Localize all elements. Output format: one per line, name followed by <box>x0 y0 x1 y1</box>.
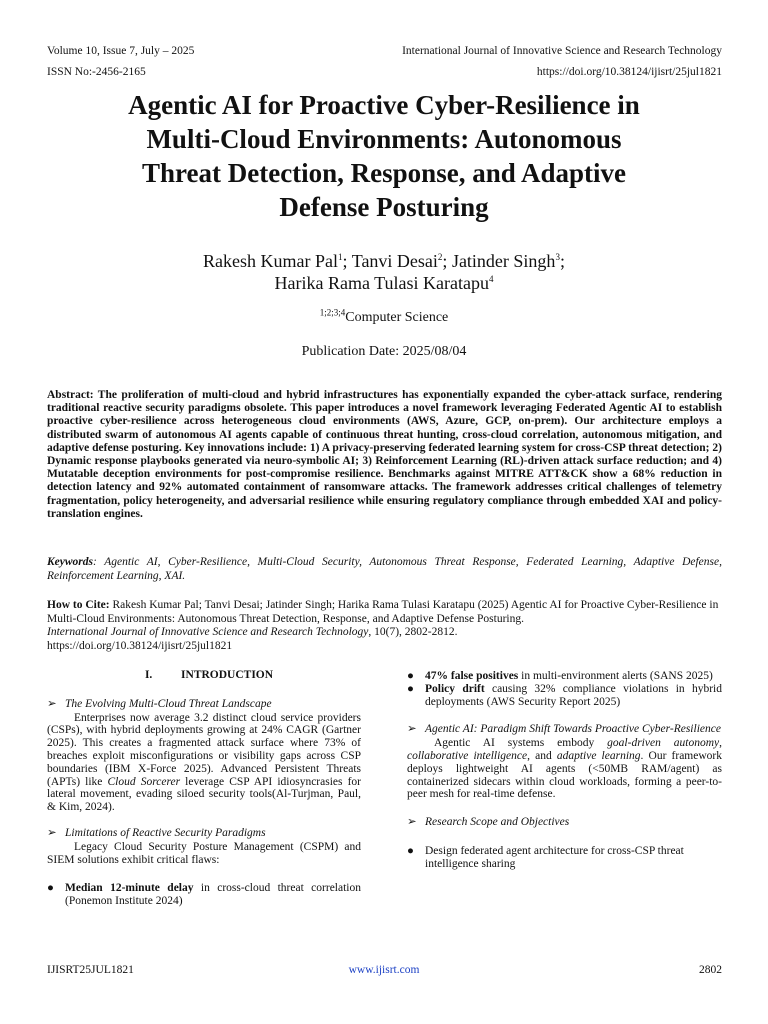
arrow-bullet-icon: ➢ <box>47 697 57 710</box>
list-item <box>47 882 361 908</box>
list-item-bold: 47% false positives <box>425 670 519 682</box>
author-name: Tanvi Desai <box>351 251 438 271</box>
paragraph-text: Enterprises now average 3.2 distinct cloud service providers (CSPs), with hybrid deployments growing at 24% CAGR (Gartner 2025). This creates a fragmented attack surface where 73% of breaches exploit misconfigurations or visibility gaps across CSP boundaries (IBM X-Force 2025). Advanced Persistent Threats (APTs) like <box>47 711 361 788</box>
bullet-icon: ● <box>407 670 414 682</box>
list-item-bold: Median 12-minute delay <box>65 882 194 895</box>
bullet-icon: ● <box>407 682 414 695</box>
subsection-title: The Evolving Multi-Cloud Threat Landscape <box>65 697 272 710</box>
paragraph-text: , and <box>527 749 557 762</box>
keywords-label: Keywords <box>47 556 93 568</box>
right-column <box>407 670 722 871</box>
subsection-title: Agentic AI: Paradigm Shift Towards Proactive Cyber-Resilience <box>425 723 721 736</box>
paragraph-text: leverage CSP API idiosyncrasies for lateral movement, evading siloed security tools(Al-Turjman, Paul, & Kim, 2024). <box>47 775 361 814</box>
affiliation-text: Computer Science <box>345 310 449 325</box>
section-title: INTRODUCTION <box>181 669 274 681</box>
bullet-icon: ● <box>47 882 54 895</box>
title-line: Agentic AI for Proactive Cyber-Resilience in <box>128 90 640 120</box>
list-item-text: causing 32% compliance violations in hybrid deployments (AWS Security Report 2025) <box>425 682 722 708</box>
paragraph-emphasis: adaptive learning <box>556 749 641 762</box>
cite-label: How to Cite: <box>47 599 110 611</box>
keywords <box>47 556 722 583</box>
keywords-text: : Agentic AI, Cyber-Resilience, Multi-Cloud Security, Autonomous Threat Response, Federated Learning, Adaptive Defense, Reinforcement Learning, XAI. <box>47 556 722 582</box>
paragraph <box>407 737 722 801</box>
author-separator: ; <box>442 251 452 271</box>
abstract-text: The proliferation of multi-cloud and hybrid infrastructures has exponentially expanded the cyber-attack surface, rendering traditional reactive security paradigms obsolete. This paper introduces a novel framework leveraging Federated Agentic AI to establish proactive cyber-resilience across heterogeneous cloud environments (AWS, Azure, GCP, on-prem). Our architecture employs a distributed swarm of autonomous AI agents capable of continuous threat hunting, cross-cloud correlation, autonomous mitigation, and adaptive defense posturing. Key innovations include: 1) A privacy-preserving federated learning system for cross-CSP threat detection; 2) Dynamic response playbooks generated via neuro-symbolic AI; 3) Reinforcement Learning (RL)-driven attack surface reduction; and 4) Mutatable deception environments for post-compromise resilience. Benchmarks against MITRE ATT&CK show a 68% reduction in detection latency and 92% automated containment of ransomware attacks. The framework addresses critical challenges of telemetry fragmentation, policy heterogeneity, and adversarial resilience while ensuring regulatory compliance through embedded XAI and policy-translation engines. <box>47 389 722 520</box>
author-affiliation-mark: 2 <box>437 252 443 262</box>
arrow-bullet-icon: ➢ <box>407 816 417 829</box>
list-item-text: Design federated agent architecture for cross-CSP threat intelligence sharing <box>425 844 684 870</box>
author-affiliation-mark: 4 <box>488 274 494 284</box>
paragraph-emphasis: collaborative intelligence <box>407 749 528 762</box>
cite-text: Rakesh Kumar Pal; Tanvi Desai; Jatinder Singh; Harika Rama Tulasi Karatapu (2025) Agentic AI for Proactive Cyber-Resilience in Multi-Cloud Environments: Autonomous Threat Detection, Response, and Adaptive Defense Posturing. <box>47 599 719 625</box>
author-list <box>60 250 708 294</box>
subsection-title: Research Scope and Objectives <box>425 816 570 829</box>
volume-info: Volume 10, Issue 7, July – 2025 <box>47 45 195 57</box>
footer-paper-id: IJISRT25JUL1821 <box>47 964 134 976</box>
subsection-heading <box>47 698 361 711</box>
header-doi-link[interactable]: https://doi.org/10.38124/ijisrt/25jul1821 <box>536 66 722 78</box>
list-item <box>407 670 722 683</box>
subsection-title: Limitations of Reactive Security Paradigms <box>65 826 266 839</box>
journal-name: International Journal of Innovative Science and Research Technology <box>402 45 722 57</box>
page-number: 2802 <box>699 964 722 976</box>
section-number: I. <box>144 669 153 681</box>
list-item <box>407 845 722 871</box>
author-name: Jatinder Singh <box>451 251 556 271</box>
arrow-bullet-icon: ➢ <box>407 723 417 736</box>
subsection-heading <box>407 816 722 829</box>
affiliation-mark: 1;2;3;4 <box>319 307 346 318</box>
title-line: Threat Detection, Response, and Adaptive <box>141 158 626 188</box>
paragraph <box>47 712 361 814</box>
author-name: Harika Rama Tulasi Karatapu <box>274 273 489 293</box>
title-line: Defense Posturing <box>279 192 489 222</box>
bullet-icon: ● <box>407 844 414 857</box>
section-heading <box>47 669 361 682</box>
abstract-label: Abstract: <box>47 389 94 401</box>
cite-doi-link[interactable]: https://doi.org/10.38124/ijisrt/25jul1821 <box>47 639 233 652</box>
abstract <box>47 389 722 521</box>
paragraph-emphasis: Cloud Sorcerer <box>107 775 181 788</box>
list-item <box>407 683 722 709</box>
left-column <box>47 669 361 908</box>
author-affiliation-mark: 1 <box>338 252 343 262</box>
subsection-heading <box>407 723 722 736</box>
affiliation <box>60 307 708 326</box>
footer-website-link[interactable]: www.ijisrt.com <box>348 964 420 976</box>
paragraph: Legacy Cloud Security Posture Management (CSPM) and SIEM solutions exhibit critical flaws: <box>47 840 361 866</box>
list-item-bold: Policy drift <box>425 682 485 695</box>
list-item-text: in cross-cloud threat correlation (Ponemon Institute 2024) <box>65 882 361 908</box>
subsection-heading <box>47 827 361 840</box>
publication-date: Publication Date: 2025/08/04 <box>301 344 467 359</box>
paragraph-text: . Our framework deploys lightweight AI agents (<50MB RAM/agent) as containerized sidecars within cloud workloads, forming a peer-to-peer mesh for real-time defense. <box>407 749 722 801</box>
author-affiliation-mark: 3 <box>555 252 560 262</box>
author-separator: ; <box>342 251 352 271</box>
list-item-text: in multi-environment alerts (SANS 2025) <box>518 670 713 682</box>
how-to-cite <box>47 599 722 653</box>
author-separator: ; <box>559 251 565 271</box>
paragraph-text: , <box>719 737 723 750</box>
issn: ISSN No:-2456-2165 <box>47 66 146 78</box>
paragraph-text: Agentic AI systems embody <box>434 737 608 750</box>
author-name: Rakesh Kumar Pal <box>203 251 339 271</box>
arrow-bullet-icon: ➢ <box>47 826 57 839</box>
paragraph-emphasis: goal-driven autonomy <box>607 737 720 750</box>
cite-volume: , 10(7), 2802-2812. <box>368 626 458 639</box>
title-line: Multi-Cloud Environments: Autonomous <box>146 124 622 154</box>
cite-journal: International Journal of Innovative Science and Research Technology <box>47 626 369 639</box>
paper-title <box>60 88 708 224</box>
